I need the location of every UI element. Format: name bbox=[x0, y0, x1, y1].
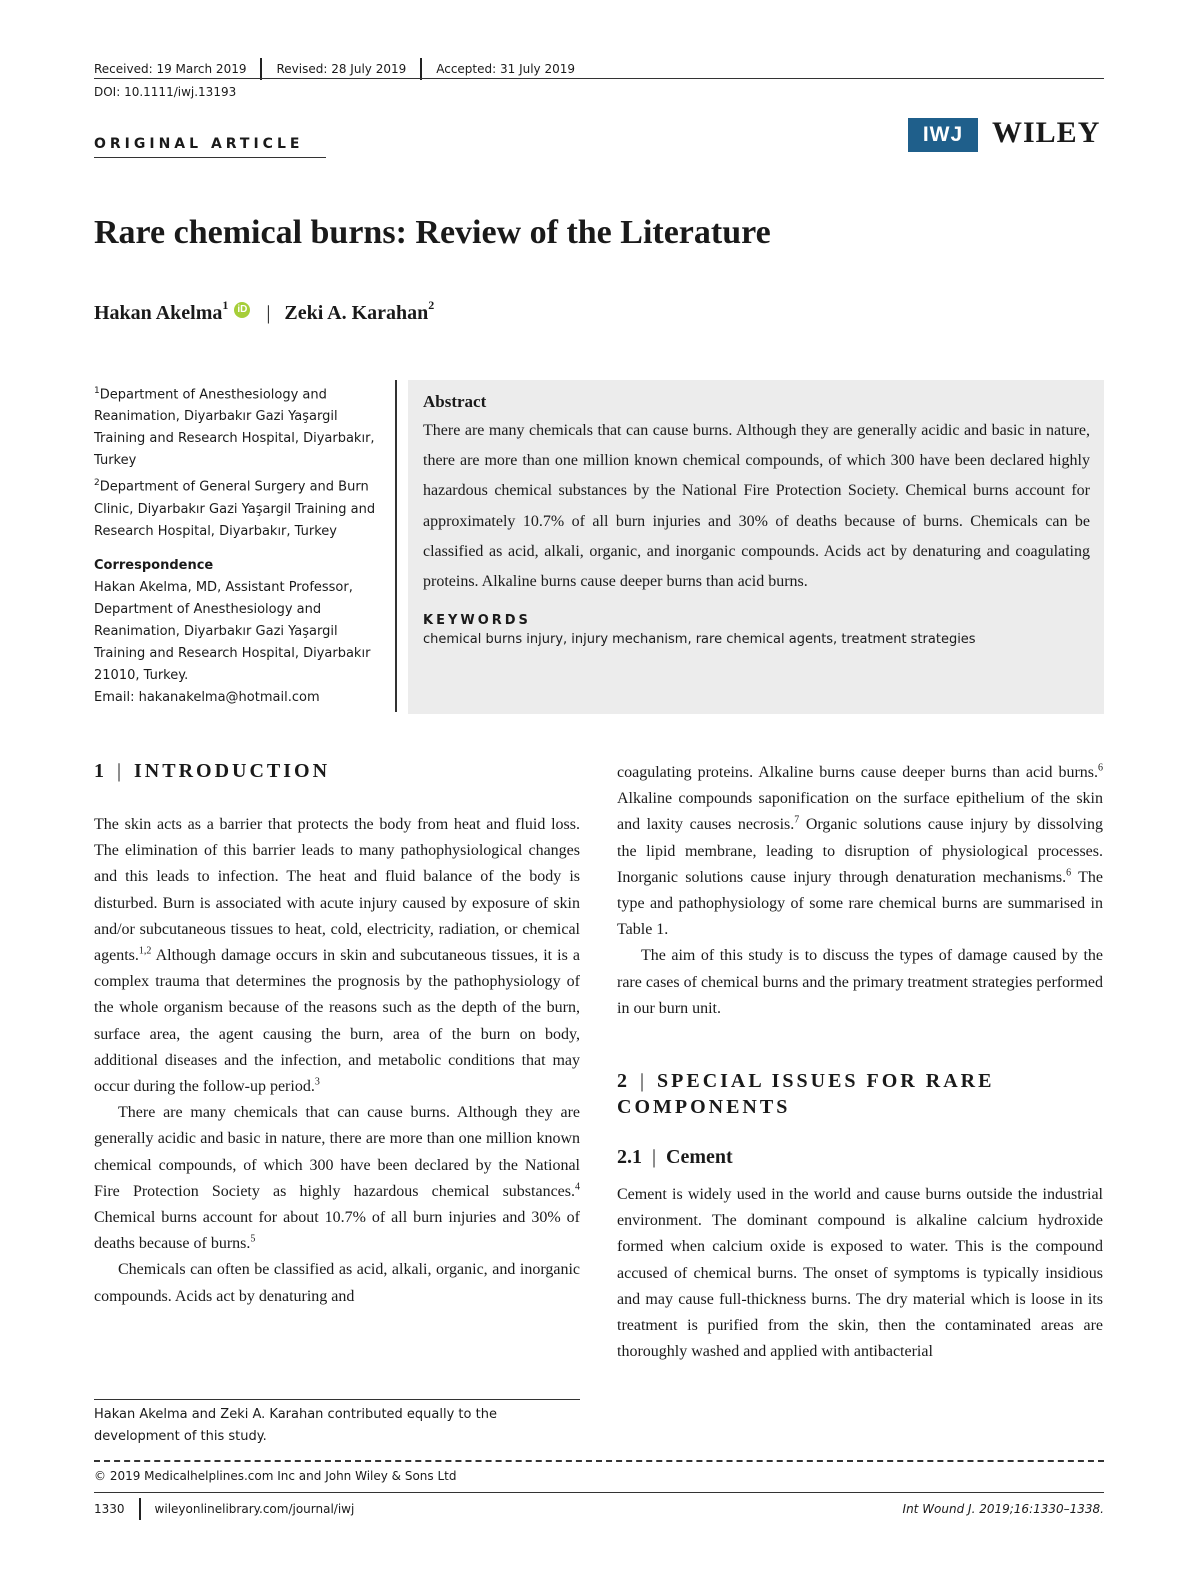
author-name[interactable]: Hakan Akelma bbox=[94, 302, 223, 324]
citation-ref[interactable]: 6 bbox=[1066, 867, 1072, 879]
citation-ref[interactable]: 5 bbox=[250, 1233, 256, 1245]
footnote: Hakan Akelma and Zeki A. Karahan contributed equally to the development of this study. bbox=[94, 1407, 497, 1444]
journal-url[interactable]: wileyonlinelibrary.com/journal/iwj bbox=[154, 1502, 355, 1516]
affiliations-panel bbox=[94, 380, 386, 709]
orcid-icon[interactable]: iD bbox=[234, 302, 250, 318]
abstract-body: There are many chemicals that can cause burns. Although they are generally acidic and basic in nature, there are more than one million known chemical compounds, of which 300 have been declared highly hazardous chemical substances by the National Fire Protection Society. Chemical burns account for approximately 10.7% of all burn injuries and 30% of deaths because of burns. Chemicals can be classified as acid, alkali, organic, and inorganic compounds. Acids act by denaturing and coagulating proteins. Alkaline burns cause deeper burns than acid burns. bbox=[423, 422, 1090, 591]
citation-ref[interactable]: 1,2 bbox=[138, 945, 152, 957]
citation-ref[interactable]: 6 bbox=[1098, 762, 1103, 774]
author-list bbox=[94, 298, 435, 325]
footer-dashed-rule bbox=[94, 1460, 1104, 1462]
author-affil-sup: 1 bbox=[222, 298, 229, 312]
iwj-logo: IWJ bbox=[908, 118, 978, 152]
journal-citation: Int Wound J. 2019;16:1330–1338. bbox=[902, 1502, 1104, 1516]
author-name[interactable]: Zeki A. Karahan bbox=[284, 302, 429, 324]
header-rule bbox=[94, 78, 1104, 79]
paragraph: There are many chemicals that can cause burns. Although they are generally acidic and basic in nature, there are more than one million known chemical compounds, of which 300 have been declared by the National Fire Protection Society as highly hazardous chemical substances.$^4$ Chemical burns account for about 10.7% of all burn injuries and 30% of deaths because of burns.$^5$ bbox=[94, 1104, 580, 1253]
paragraph: The aim of this study is to discuss the types of damage caused by the rare cases of chemical burns and the primary treatment strategies performed in our burn unit. bbox=[617, 947, 1104, 1017]
keywords-list: chemical burns injury, injury mechanism, rare chemical agents, treatment strategies bbox=[423, 632, 976, 648]
correspondence-email[interactable]: Email: hakanakelma@hotmail.com bbox=[94, 689, 320, 705]
article-title: Rare chemical burns: Review of the Literature bbox=[94, 214, 771, 251]
author-separator: | bbox=[266, 302, 271, 324]
section-heading-special-issues: 2 | SPECIAL ISSUES FOR RARE COMPONENTS bbox=[617, 1070, 995, 1119]
page-footer bbox=[94, 1498, 1104, 1520]
paragraph: Cement is widely used in the world and cause burns outside the industrial environment. The dominant compound is alkaline calcium hydroxide formed when calcium oxide is exposed to water. This is the compound accused of chemical burns. The onset of symptoms is typically insidious and may cause full-thickness burns. The dry material which is loose in its treatment is purified from the skin, then the contaminated areas are thoroughly washed and applied with antibacterial bbox=[617, 1186, 1103, 1361]
page-number: 1330 bbox=[94, 1498, 141, 1520]
paragraph: The skin acts as a barrier that protects the body from heat and fluid loss. The elimination of this barrier leads to many pathophysiological changes and this leads to infection. The heat and fluid balance of the body is disturbed. Burn is associated with acute injury caused by exposure of skin and/or subcutaneous tissues to heat, cold, electricity, radiation, or chemical agents.$^{1,2}$ Although damage occurs in skin and subcutaneous tissues, it is a complex trauma that determines the prognosis by the pathophysiology of the whole organism because of the reasons such as the depth of the burn, surface area, the agent causing the burn, area of the burn on body, additional diseases and the infection, and metabolic conditions that may occur during the follow-up period.$^3$ bbox=[94, 816, 580, 1096]
article-type: ORIGINAL ARTICLE bbox=[94, 136, 304, 152]
paragraph: coagulating proteins. Alkaline burns cause deeper burns than acid burns.$^6$ Alkaline compounds saponification on the surface epithelium of the skin and laxity causes necrosis.$^7$ Organic solutions cause injury by dissolving the lipid membrane, leading to disruption of physiological processes. Inorganic solutions cause injury through denaturation mechanisms.$^6$ The type and pathophysiology of some rare chemical burns are summarised in Table 1. bbox=[617, 762, 1103, 939]
copyright: © 2019 Medicalhelplines.com Inc and John Wiley & Sons Ltd bbox=[94, 1469, 457, 1483]
correspondence-text: Hakan Akelma, MD, Assistant Professor, Department of Anesthesiology and Reanimation, Diyarbakır Gazi Yaşargil Training and Research Hospital, Diyarbakır 21010, Turkey. bbox=[94, 579, 371, 683]
citation-ref[interactable]: 7 bbox=[794, 815, 800, 827]
article-type-underline bbox=[94, 157, 326, 158]
affiliation-divider bbox=[395, 380, 397, 712]
affiliation: $^2$Department of General Surgery and Burn Clinic, Diyarbakır Gazi Yaşargil Training and Research Hospital, Diyarbakır, Turkey bbox=[94, 478, 376, 539]
wiley-logo: WILEY bbox=[992, 116, 1101, 149]
affiliation: $^1$Department of Anesthesiology and Reanimation, Diyarbakır Gazi Yaşargil Training and Research Hospital, Diyarbakır, Turkey bbox=[94, 386, 375, 469]
paragraph: Chemicals can often be classified as acid, alkali, organic, and inorganic compounds. Acids act by denaturing and bbox=[94, 1261, 580, 1305]
revised-date: Revised: 28 July 2019 bbox=[260, 58, 420, 80]
footer-rule bbox=[94, 1492, 1104, 1493]
body-column-right bbox=[617, 760, 1103, 1365]
abstract-box bbox=[408, 380, 1104, 714]
article-dates bbox=[94, 58, 589, 80]
section-heading-introduction: 1 | INTRODUCTION bbox=[94, 760, 331, 782]
footnote-rule bbox=[94, 1399, 580, 1400]
doi[interactable]: DOI: 10.1111/iwj.13193 bbox=[94, 85, 237, 99]
abstract-heading: Abstract bbox=[423, 392, 487, 411]
citation-ref[interactable]: 4 bbox=[575, 1181, 580, 1193]
keywords-heading: KEYWORDS bbox=[423, 613, 531, 629]
subsection-heading-cement: 2.1 | Cement bbox=[617, 1146, 733, 1169]
body-column-left bbox=[94, 758, 580, 1310]
received-date: Received: 19 March 2019 bbox=[94, 62, 247, 76]
accepted-date: Accepted: 31 July 2019 bbox=[420, 58, 589, 80]
correspondence-heading: Correspondence bbox=[94, 557, 214, 573]
citation-ref[interactable]: 3 bbox=[314, 1076, 320, 1088]
author-affil-sup: 2 bbox=[428, 298, 435, 312]
